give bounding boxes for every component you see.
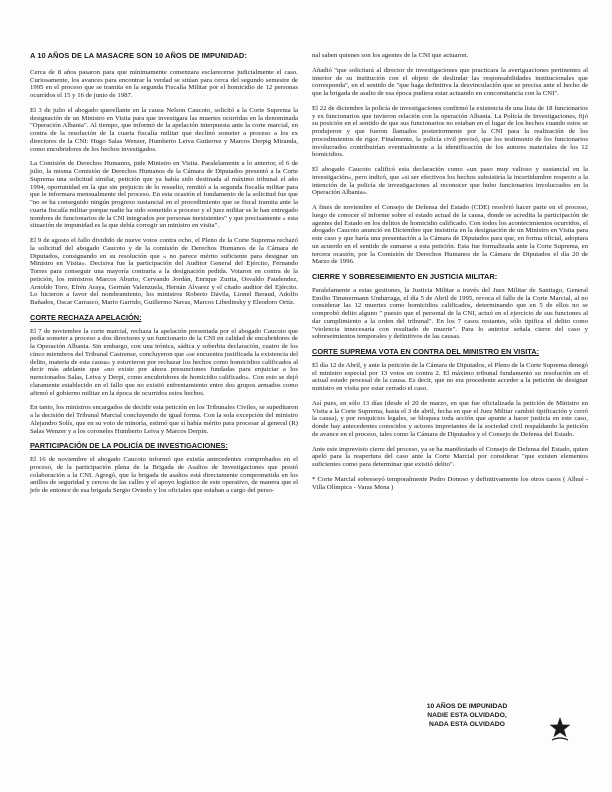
- paragraph: En tanto, los ministros encargados de decidir esta petición en los Tribunales Civiles, se supeditaron a la decisión del Tribunal Marcial concluyendo de igual forma. Con la sola excepción del ministro Alejandro Solís, que en su voto de minoría, estimó que sí había mérito para procesar al general (R) Salas Wenzer y a los coroneles Humberto Leiva y Marcos Derpin.: [30, 404, 298, 435]
- paragraph: Cerca de 8 años pasaron para que mínimamente comenzara esclarecerse judicialmente el caso. Curiosamente, los avances para encontrar la verdad se sitúan para cerca del segundo semestre de 1995 en el proceso que se tramita en la segunda Fiscalía Militar por el homicidio de 12 personas ocurridos el 15 y 16 de junio de 1987.: [30, 68, 298, 99]
- paragraph: El 7 de noviembre la corte marcial, rechaza la apelación presentada por el abogado Caucoto que pedía someter a proceso a dos directores y un funcionario de la CNI en calidad de encubridores de la Operación Albania. Sin embargo, con una irónica, sádica y soberbia declaración, cuatro de los cinco miembros del Tribunal Castrense, concluyeron que «se encuentra justificada la existencia del delito, materia de esta causa» y estuvieron por rechazar los hechos como homicidios calificados al decir más adelante que «no existe por ahora presunciones fundadas para enjuiciar a los mencionados Salas, Leiva y Derpi, como encubridores de homicidio calificado». Con esto se dejó claramente establecido en el fallo que no existió enfrentamiento entre dos grupos armados como afirmó el gobierno militar en la época de ocurridos estos hechos.: [30, 327, 298, 397]
- footnote: * Corte Marcial sobreseyó temporalmente Pedro Donoso y definitivamente los otros casos ( Alhué - Villa Olímpica - Varas Mena ): [312, 475, 588, 491]
- paragraph: Paralelamente a estas gestiones, la Justicia Militar a través del Juez Militar de Santiago, General Emilio Timmermann Undurraga, el día 5 de Abril de 1995, revoca el fallo de la Corte Marcial, al no considerar las 12 muertes como homicidios calificados, determinando que en 5 de ellos no se comprobó delito alguno " puesto que el personal de la CNI, actuó en el ejercicio de sus funciones al dar cumplimiento a la orden del tribunal". En los 7 casos restantes, sólo tipifica el delito como "violencia innecesaria con resultado de muerte". Para lo anterior señala cierre del caso y sobreseimientos temporales y definitivos de las causas.: [312, 286, 588, 341]
- paragraph: El día 12 de Abril, y ante la petición de la Cámara de Diputados, el Pleno de la Corte Suprema denegó el ministro especial por 13 votos en contra 2. El máximo tribunal fundamentó su resolución en el actual estado procesal de la causa. Es decir, que no era procedente acceder a la petición de designar ministro en visita por estar cerrado el caso.: [312, 361, 588, 392]
- slogan-line: NADA ESTA OLVIDADO: [429, 721, 505, 728]
- paragraph: A fines de noviembre el Consejo de Defensa del Estado (CDE) resolvió hacer parte en el proceso, luego de conocer el informe sobre el estado actual de la causa, donde se acredita la participación de agentes del Estado en los delitos de homicidio calificado. Con todos los acontecimientos ocurridos, el abogado Caucoto anunció en Diciembre que insistiría en la designación de un Ministro en Visita para este caso y que haría una presentación a la Cámara de Diputados para que, en forma oficial, adoptara un acuerdo en el sentido de sumarse a esta petición. Esta fue formalizada ante la Corte Suprema, en tercera ocasión, por la Comisión de Derechos Humanos de la Cámara de Diputados el día 20 de Marzo de 1996.: [312, 204, 588, 266]
- paragraph: El 9 de agosto el fallo dividido de nueve votos contra ocho, el Pleno de la Corte Suprema rechazó la solicitud del abogado Caucoto y de la comisión de Derechos Humanos de la Cámara de Diputados, consignando en su resolución que « no parece mérito suficiente para designar un Ministro en Visita». Decisiva fue la participación del Auditor General del Ejército, Fernando Torres para conseguir una mayoría contraria a la designación pedida. Votaron en contra de la petición, los ministros Marcos Aburto, Cervando Jordán, Enrique Zurita, Osvaldo Faudendez, Arnoldo Toro, Efrén Araya, Germán Valenzuela, Hernán Alvarez y el citado auditor del Ejército. Lo hicieron a favor del nombramiento, los ministros Roberto Dávila, Lionel Beraud, Adolfo Bañados, Oscar Carrasco, Mario Garrido, Guillermo Navas, Marcos Libedinsky y Eleodoro Ortiz.: [30, 237, 298, 306]
- paragraph: El abogado Caucoto calificó esta declaración como «un paso muy valioso y sustancial en la investigación», pero indicó, que «si ser efectivos los hechos subsistiría la incertidumbre respecto a la intención de la policía de investigaciones al reconocer que hubo funcionarios involucrados en la Operación Albania».: [312, 166, 588, 197]
- left-column: [30, 52, 298, 502]
- slogan-line: 10 AÑOS DE IMPUNIDAD: [426, 703, 508, 710]
- section-heading: PARTICIPACIÓN DE LA POLICÍA DE INVESTIGACIONES:: [30, 441, 228, 451]
- slogan-block: [392, 702, 542, 729]
- star-emblem-icon: [548, 716, 572, 742]
- right-column: [312, 52, 588, 498]
- paragraph: Así pues, en sólo 13 días (desde el 20 de marzo, en que fue oficializada la petición de Ministro en Visita a la Corte Suprema, hasta el 3 de abril, fecha en que el Juez Militar cambió tipificación y cerró la causa), y por resquicios legales, se bloquea toda acción que apunte a hacer justicia en este caso, donde hay antecedentes conocidos y actores importantes de la sociedad civil respaldando la petición de avance en el proceso, tales como la Cámara de Diputados y el Consejo de Defensa del Estado.: [312, 399, 588, 438]
- page-title: A 10 AÑOS DE LA MASACRE SON 10 AÑOS DE IMPUNIDAD:: [30, 51, 247, 60]
- slogan-line: NADIE ESTA OLVIDADO,: [427, 712, 507, 719]
- paragraph: El 3 de julio el abogado querellante en la causa Nelson Caucoto, solicitó a la Corte Suprema la designación de un Ministro en Visita para que investigara las muertes ocurridas en la denominada "Operación Albania". Al tiempo, que informó de la apelación interpuesta ante la corte marcial, en contra de la resolución de la cuarta fiscalía militar que declinó someter a proceso a los ex directores de la CNI: Hugo Salas Wenzer, Humberto Leiva Gutierrez y Marcos Derpig Miranda, como encubridores de los hechos investigados.: [30, 106, 298, 153]
- section-heading: CORTE RECHAZA APELACIÓN:: [30, 312, 142, 322]
- paragraph: La Comisión de Derechos Humanos, pide Ministro en Visita. Paralelamente a lo anterior, el 6 de julio, la misma Comisión de Derechos Humanos de la Cámara de Diputados presentó a la Corte Suprema una solicitud similar, petición que ya había sido destinada al máximo tribunal el año 1994, oportunidad en la que sin prejuicio de lo resuelto, remitió a la segunda fiscalía militar para que le informara mensualmente del proceso. En esta ocasión el fundamento de la solicitud fue que "no se ha conseguido ningún progreso sustancial en el procedimiento que se fiscal tramita ante la cuarta fiscalía militar porque nadie ha sido sometido a proceso y el juez militar se le han entregado nombres de funcionarios de la CNI integrados por personas inexistentes" y que precisamente « esta situación de impunidad es la que debía corregir un ministro en visita".: [30, 160, 298, 230]
- paragraph: Ante este imprevisto cierre del proceso, ya se ha manifestado el Consejo de Defensa del Estado, quien apeló para la reapertura del caso ante la Corte Marcial por considerar "que existen elementos suficientes como para determinar que existió delito".: [312, 445, 588, 468]
- section-heading: CORTE SUPREMA VOTA EN CONTRA DEL MINISTRO EN VISITA:: [312, 347, 540, 356]
- paragraph: nal saben quienes son los agentes de la CNI que actuaron.: [312, 52, 469, 59]
- paragraph: El 16 de noviembre el abogado Caucoto informó que existía antecedentes comprobados en el proceso, de la participación plena de la Brigada de Asaltos de Investigaciones que prestó colaboración a la CNI. Agregó, que la brigada de asaltos está directamente comprometida en los anillos de seguridad y cercos de las calles y el apoyo logístico de este operativo, de manera que el jefe de entonce de esa brigada Sergio Oviedo y los oficiales que estaban a cargo del perso-: [30, 456, 298, 494]
- section-heading: CIERRE Y SOBRESEIMIENTO EN JUSTICIA MILITAR:: [312, 272, 498, 281]
- paragraph: Añadió "que solicitará al director de investigaciones que practicara la averiguaciones pertinentes al interior de su institución con el objeto de deslindar las responsabilidades institucionales que corresponda", en el sentido de "que haga definitiva la desvinculación que se precisa ante el hecho de que la brigada de asalto de esa época pudiera estar actuando en concomitancia con la CNI".: [312, 66, 588, 97]
- paragraph: El 22 de diciembre la policía de investigaciones confirmó la existencia de una lista de 18 funcionarios y ex funcionarios que tuvieron relación con la operación Albania. La Policía de Investigaciones, fijó su posición en el sentido de que sus funcionarios no estaban en el lugar de los hechos cuando estos se produjeron y que fueron llamados posteriormente por la CNI para la realización de los procedimientos de rigor. Finalmente, la policía civil precisó, que los testimonio de los funcionarios involucrados contribuirían eventualmente a la identificación de los autores materiales de los 12 homicidios.: [312, 104, 588, 159]
